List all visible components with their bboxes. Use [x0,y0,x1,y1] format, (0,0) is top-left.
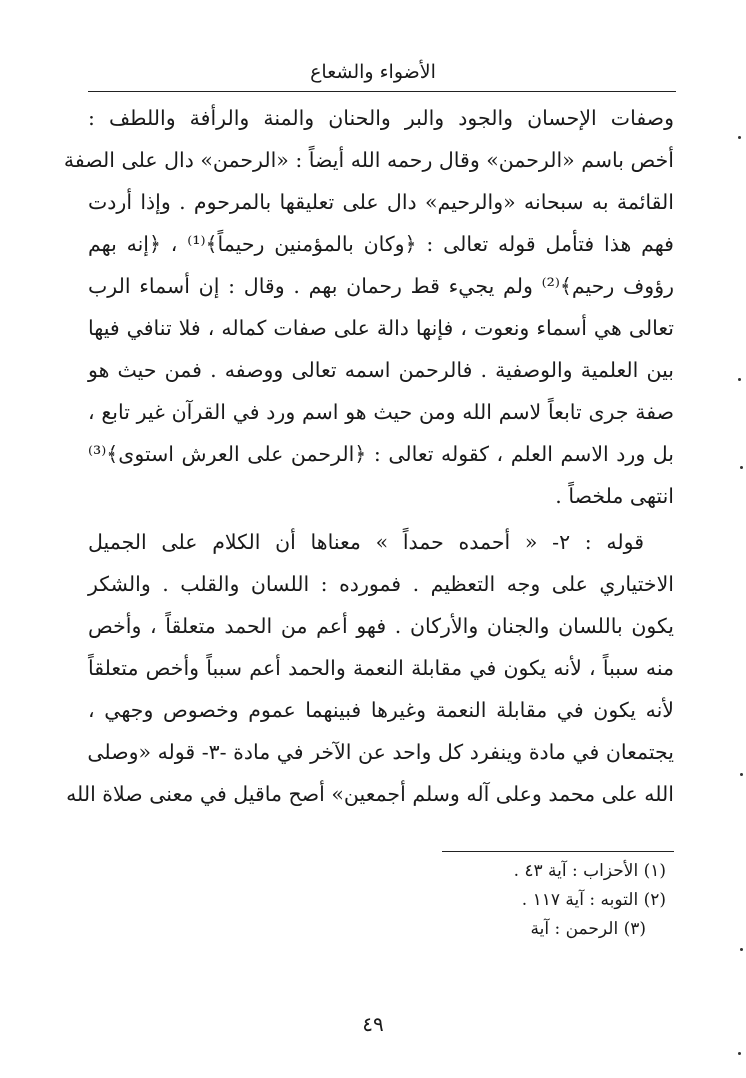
margin-speck [738,1052,741,1055]
margin-speck [738,136,741,139]
text-line: وصفات الإحسان والجود والبر والحنان والمنة والرأفة واللطف : [88,106,674,130]
text-line: بل ورد الاسم العلم ، كقوله تعالى : ﴿الرحمن على العرش استوى﴾⁽³⁾ [88,442,674,466]
text-line: صفة جرى تابعاً لاسم الله ومن حيث هو اسم ورد في القرآن غير تابع ، [88,400,674,424]
page-number: ٤٩ [362,1012,384,1036]
text-line: الاختياري على وجه التعظيم . فمورده : اللسان والقلب . والشكر [88,572,674,596]
margin-speck [740,948,743,951]
text-line: الله على محمد وعلى آله وسلم أجمعين» أصح ماقيل في معنى صلاة الله [66,782,674,806]
text-line: قوله : ٢- « أحمده حمداً » معناها أن الكلام على الجميل [88,530,644,554]
footnote: (٣) الرحمن : آية [530,919,646,939]
footnote: (١) الأحزاب : آية ٤٣ . [513,861,666,881]
text-line: فهم هذا فتأمل قوله تعالى : ﴿وكان بالمؤمنين رحيماً﴾⁽¹⁾ ، ﴿إنه بهم [88,232,674,256]
text-line: بين العلمية والوصفية . فالرحمن اسمه تعالى ووصفه . فمن حيث هو [88,358,674,382]
text-line: منه سبباً ، لأنه يكون في مقابلة النعمة والحمد أعم سبباً وأخص متعلقاً [88,656,674,680]
text-line: القائمة به سبحانه «والرحيم» دال على تعليقها بالمرحوم . وإذا أردت [88,190,674,214]
margin-speck [740,773,743,776]
text-line: يكون باللسان والجنان والأركان . فهو أعم من الحمد متعلقاً ، وأخص [88,614,674,638]
text-line: لأنه يكون في مقابلة النعمة وغيرها فبينهما عموم وخصوص وجهي ، [88,698,674,722]
header-rule [88,91,676,92]
text-line: تعالى هي أسماء ونعوت ، فإنها دالة على صفات كماله ، فلا تنافي فيها [88,316,674,340]
footnote-rule [442,851,674,852]
text-line: رؤوف رحيم﴾⁽²⁾ ولم يجيء قط رحمان بهم . وقال : إن أسماء الرب [88,274,675,298]
margin-speck [740,466,743,469]
running-header-title: الأضواء والشعاع [310,61,436,83]
text-line: يجتمعان في مادة وينفرد كل واحد عن الآخر في مادة -٣- قوله «وصلى [87,740,674,764]
paragraph-1 [63,97,675,517]
margin-speck [738,378,741,381]
paragraph-2 [66,521,674,815]
text-line: أخص باسم «الرحمن» وقال رحمه الله أيضاً : «الرحمن» دال على الصفة [63,148,674,172]
footnote: (٢) التوبه : آية ١١٧ . [521,890,666,910]
footnotes [88,857,674,944]
text-line: انتهى ملخصاً . [555,484,674,508]
